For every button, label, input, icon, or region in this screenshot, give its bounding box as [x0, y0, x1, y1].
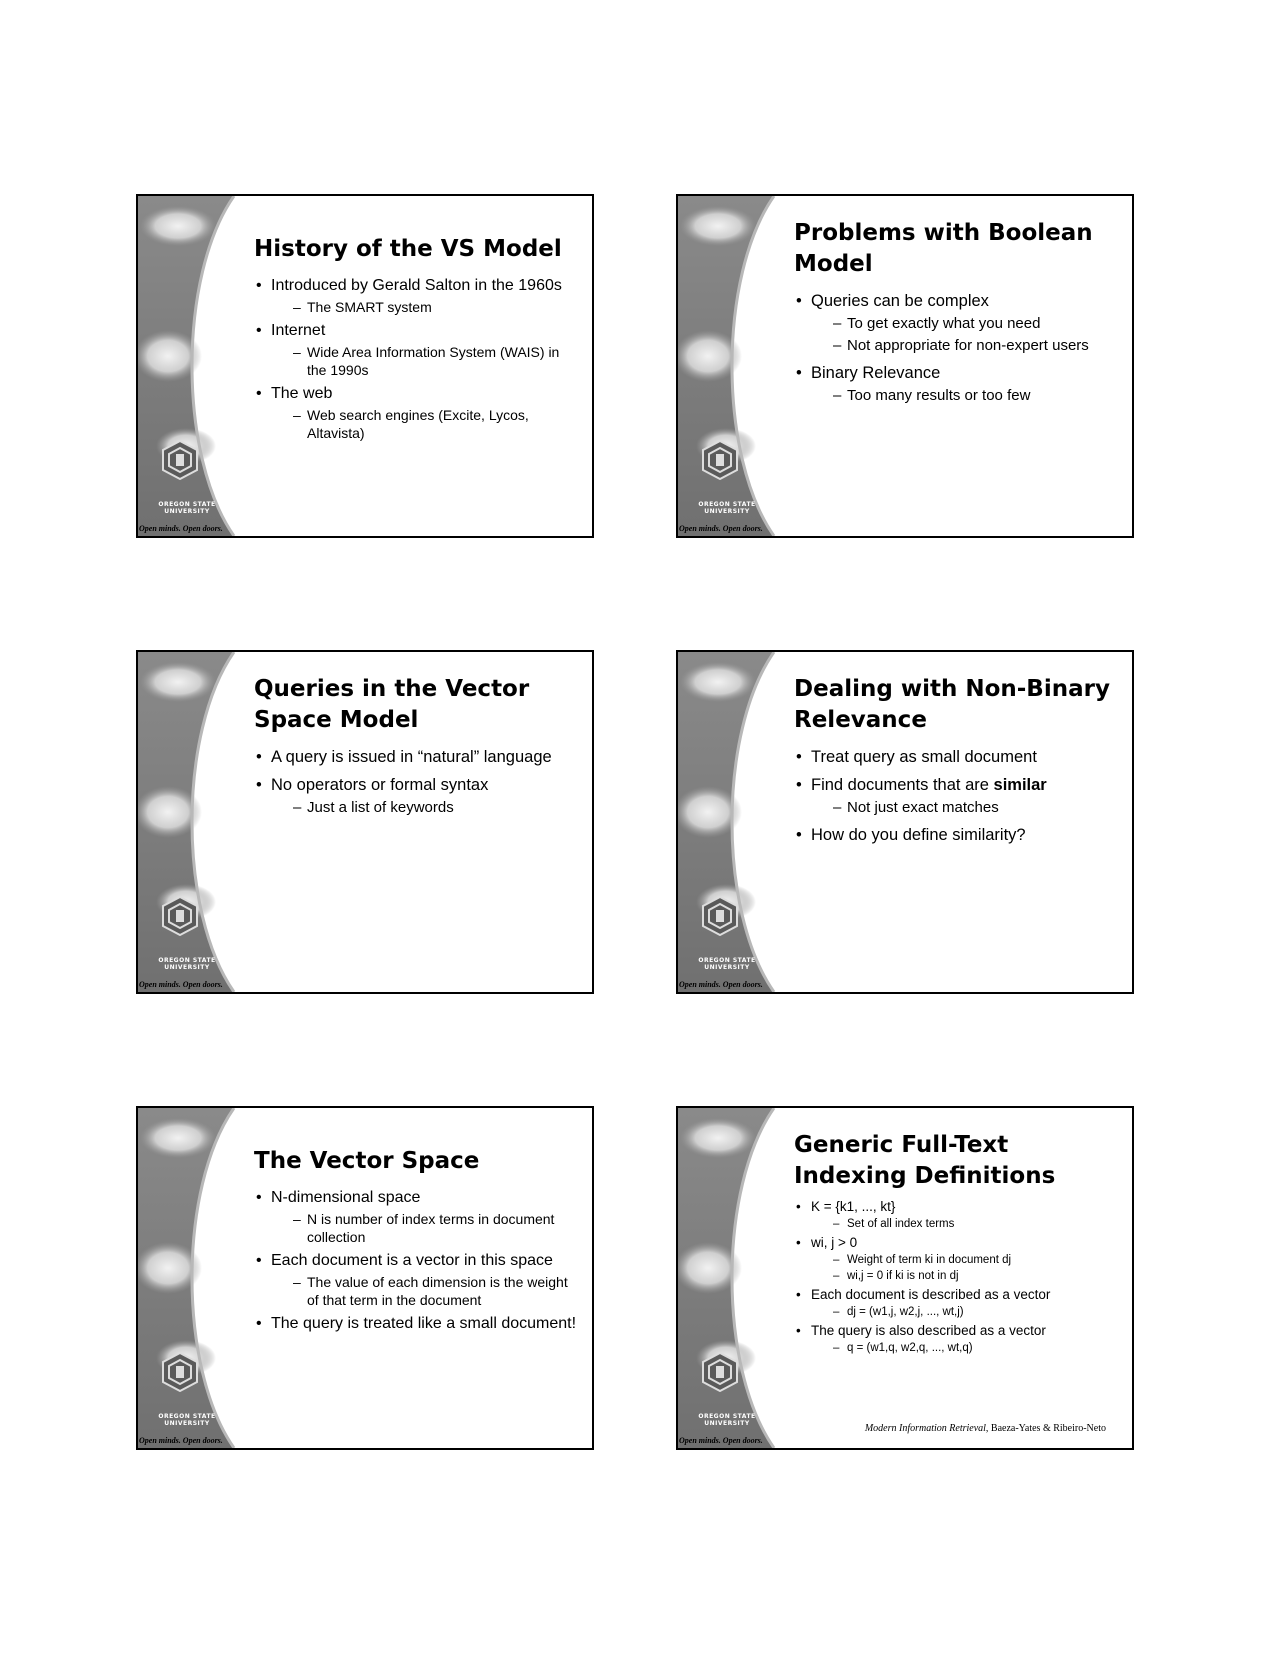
- osu-tagline: Open minds. Open doors.: [139, 1436, 223, 1445]
- osu-name-line2: UNIVERSITY: [704, 1420, 750, 1427]
- osu-seal-icon: [700, 1352, 740, 1392]
- osu-seal-icon: [160, 1352, 200, 1392]
- slide-title: Queries in the Vector Space Model: [254, 676, 530, 733]
- osu-name-line1: OREGON STATE: [158, 957, 216, 964]
- sub-bullet: – Not appropriate for non-expert users: [811, 336, 1118, 356]
- osu-name-line2: UNIVERSITY: [164, 508, 210, 515]
- bullet: • Binary Relevance – Too many results or too few: [794, 362, 1118, 406]
- slide-queries-vector-space: [136, 650, 594, 994]
- bullet: • No operators or formal syntax – Just a list of keywords: [254, 774, 578, 818]
- slide-content: [254, 218, 578, 444]
- sub-bullet: – Weight of term ki in document dj: [811, 1253, 1118, 1268]
- slide-problems-boolean-model: [676, 194, 1134, 538]
- bullet: • How do you define similarity?: [794, 824, 1118, 846]
- book-title: Modern Information Retrieval: [864, 1423, 986, 1434]
- bullet: • The query is treated like a small document!: [254, 1313, 578, 1334]
- university-logo: [138, 1348, 238, 1448]
- slide-content: [794, 674, 1118, 846]
- bullet: • A query is issued in “natural” language: [254, 746, 578, 768]
- book-reference: [865, 1423, 1106, 1434]
- book-authors: , Baeza-Yates & Ribeiro-Neto: [985, 1423, 1106, 1434]
- osu-name-line2: UNIVERSITY: [164, 964, 210, 971]
- bullet: • Internet – Wide Area Information System (WAIS) in the 1990s: [254, 320, 578, 379]
- slide-content: [254, 674, 578, 820]
- osu-seal-icon: [160, 896, 200, 936]
- bullet: • Treat query as small document: [794, 746, 1118, 768]
- osu-name-line2: UNIVERSITY: [164, 1420, 210, 1427]
- osu-tagline: Open minds. Open doors.: [679, 524, 763, 533]
- slide-title: Problems with Boolean Model: [794, 220, 1093, 277]
- sub-bullet: – To get exactly what you need: [811, 314, 1118, 334]
- osu-tagline: Open minds. Open doors.: [679, 1436, 763, 1445]
- sub-bullet: – Just a list of keywords: [271, 798, 578, 818]
- slide-content: [794, 218, 1118, 408]
- sub-bullet: – N is number of index terms in document collection: [271, 1210, 578, 1246]
- slide-vector-space: [136, 1106, 594, 1450]
- bullet: • The web – Web search engines (Excite, Lycos, Altavista): [254, 383, 578, 442]
- slide-title: Dealing with Non-Binary Relevance: [794, 676, 1110, 733]
- osu-tagline: Open minds. Open doors.: [139, 980, 223, 989]
- osu-name-line1: OREGON STATE: [158, 501, 216, 508]
- slide-content: [794, 1130, 1118, 1358]
- university-logo: [138, 892, 238, 992]
- bullet: • Find documents that are similar – Not just exact matches: [794, 774, 1118, 818]
- sub-bullet: – Not just exact matches: [811, 798, 1118, 818]
- emphasis-similar: similar: [993, 776, 1047, 794]
- osu-seal-icon: [160, 440, 200, 480]
- sub-bullet: – The value of each dimension is the weight of that term in the document: [271, 1273, 578, 1309]
- university-logo: [678, 436, 778, 536]
- university-logo: [678, 892, 778, 992]
- sub-bullet: – Set of all index terms: [811, 1217, 1118, 1232]
- sub-bullet: – Too many results or too few: [811, 386, 1118, 406]
- bullet: • The query is also described as a vector – q = (w1,q, w2,q, ..., wt,q): [794, 1322, 1118, 1356]
- osu-tagline: Open minds. Open doors.: [679, 980, 763, 989]
- slide-content: [254, 1130, 578, 1334]
- osu-name-line1: OREGON STATE: [698, 1413, 756, 1420]
- bullet: • N-dimensional space – N is number of index terms in document collection: [254, 1187, 578, 1246]
- sub-bullet: – wi,j = 0 if ki is not in dj: [811, 1269, 1118, 1284]
- slide-title: History of the VS Model: [254, 236, 562, 262]
- bullet: • K = {k1, ..., kt} – Set of all index terms: [794, 1198, 1118, 1232]
- slide-non-binary-relevance: [676, 650, 1134, 994]
- osu-name-line1: OREGON STATE: [698, 501, 756, 508]
- osu-name-line2: UNIVERSITY: [704, 964, 750, 971]
- slide-title: Generic Full-Text Indexing Definitions: [794, 1132, 1056, 1189]
- sub-bullet: – The SMART system: [271, 298, 578, 316]
- osu-tagline: Open minds. Open doors.: [139, 524, 223, 533]
- osu-seal-icon: [700, 896, 740, 936]
- slide-history-vs-model: [136, 194, 594, 538]
- university-logo: [138, 436, 238, 536]
- slide-full-text-indexing-definitions: [676, 1106, 1134, 1450]
- osu-name-line1: OREGON STATE: [158, 1413, 216, 1420]
- osu-name-line1: OREGON STATE: [698, 957, 756, 964]
- bullet: • wi, j > 0 – Weight of term ki in document dj – wi,j = 0 if ki is not in dj: [794, 1234, 1118, 1284]
- sub-bullet: – Web search engines (Excite, Lycos, Altavista): [271, 406, 578, 442]
- bullet: • Introduced by Gerald Salton in the 1960s – The SMART system: [254, 275, 578, 316]
- sub-bullet: – Wide Area Information System (WAIS) in the 1990s: [271, 343, 578, 379]
- sub-bullet: – dj = (w1,j, w2,j, ..., wt,j): [811, 1305, 1118, 1320]
- osu-seal-icon: [700, 440, 740, 480]
- slide-title: The Vector Space: [254, 1148, 480, 1174]
- bullet: • Queries can be complex – To get exactly what you need – Not appropriate for non-expert users: [794, 290, 1118, 356]
- osu-name-line2: UNIVERSITY: [704, 508, 750, 515]
- bullet: • Each document is a vector in this space – The value of each dimension is the weight of that term in the document: [254, 1250, 578, 1309]
- sub-bullet: – q = (w1,q, w2,q, ..., wt,q): [811, 1341, 1118, 1356]
- bullet: • Each document is described as a vector – dj = (w1,j, w2,j, ..., wt,j): [794, 1286, 1118, 1320]
- university-logo: [678, 1348, 778, 1448]
